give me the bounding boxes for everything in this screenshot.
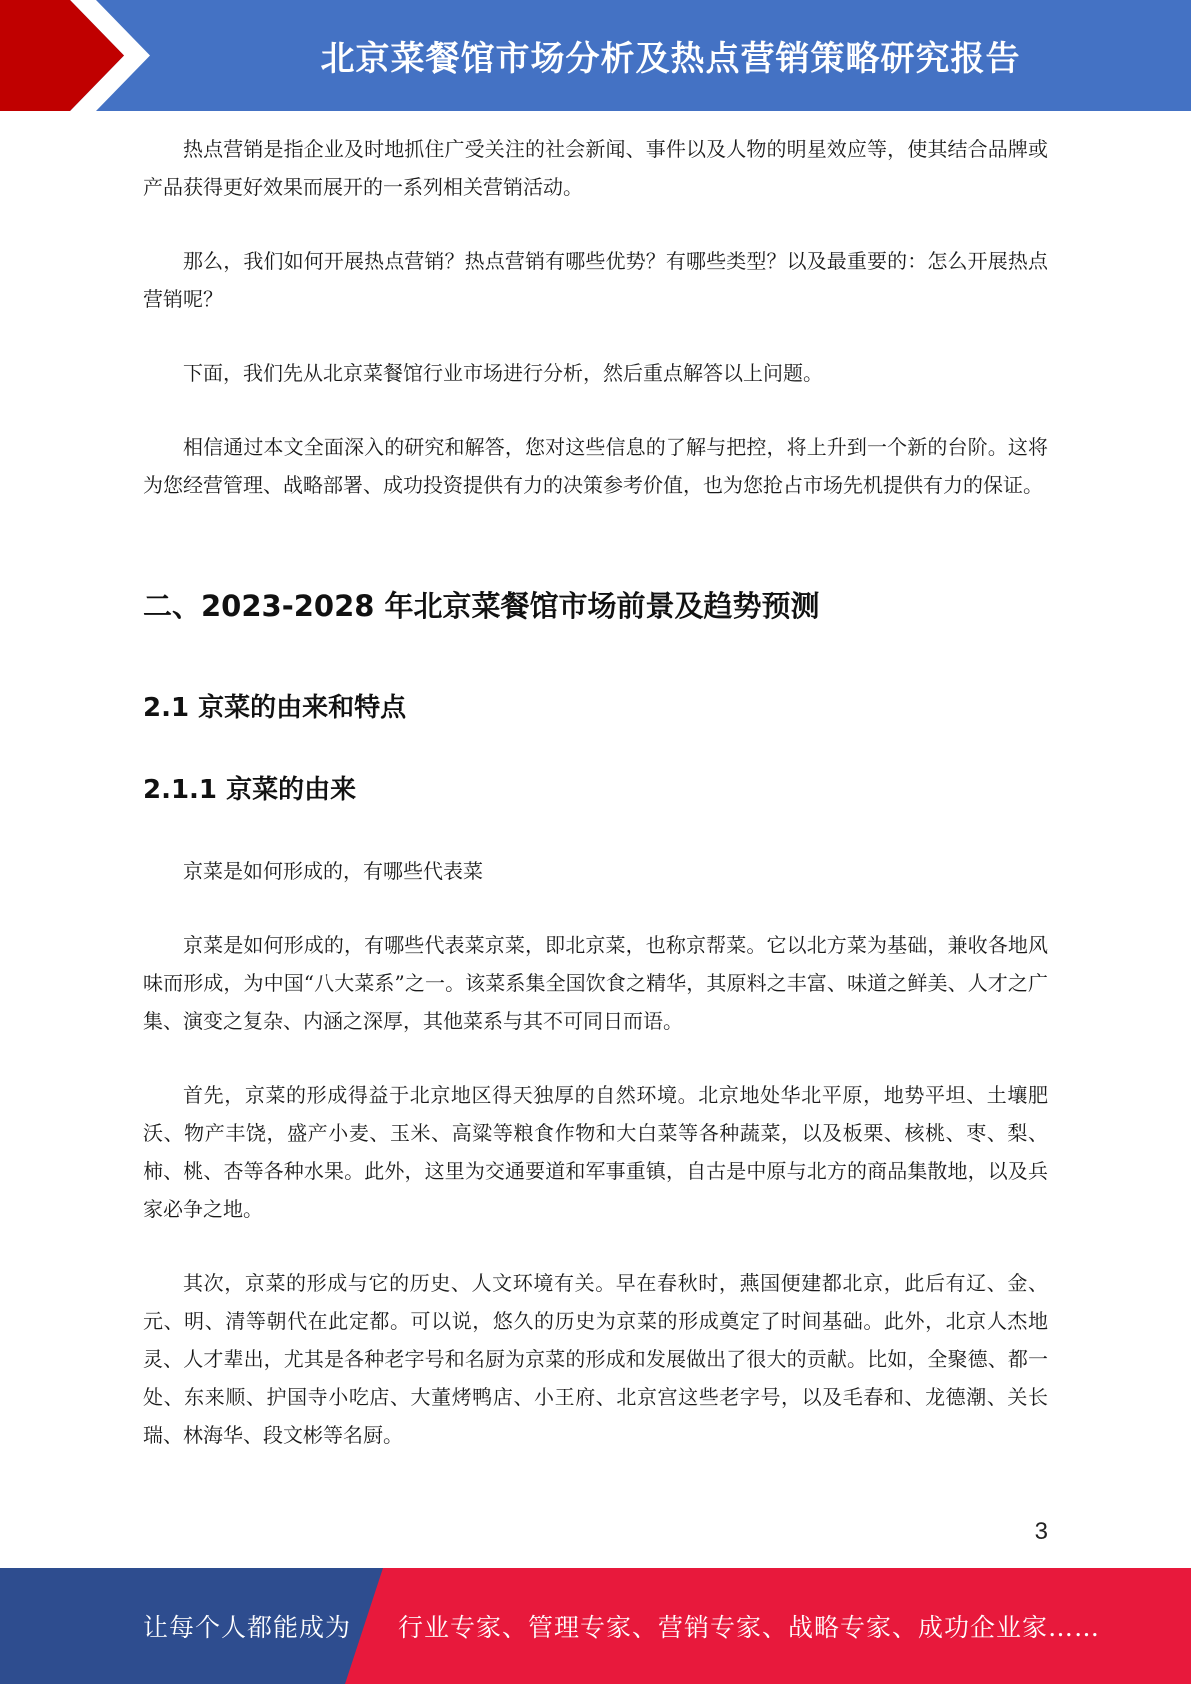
subsection-heading: 2.1 京菜的由来和特点: [143, 693, 407, 723]
intro-paragraph-2: 那么，我们如何开展热点营销？热点营销有哪些优势？有哪些类型？以及最重要的：怎么开展热点营销呢？: [143, 249, 1048, 311]
page-number: 3: [1034, 1518, 1048, 1545]
section-heading: 二、2023-2028 年北京菜餐馆市场前景及趋势预测: [143, 589, 820, 623]
document-title: 北京菜餐馆市场分析及热点营销策略研究报告: [320, 39, 1021, 79]
intro-paragraph-4: 相信通过本文全面深入的研究和解答，您对这些信息的了解与把控，将上升到一个新的台阶。这将为您经营管理、战略部署、成功投资提供有力的决策参考价值，也为您抢占市场先机提供有力的保证。: [143, 435, 1048, 497]
footer-banner: [0, 1568, 1191, 1684]
detail-paragraph-3: 首先，京菜的形成得益于北京地区得天独厚的自然环境。北京地处华北平原，地势平坦、土壤肥沃、物产丰饶，盛产小麦、玉米、高粱等粮食作物和大白菜等各种蔬菜，以及板栗、核桃、枣、梨、柿、桃、杏等各种水果。此外，这里为交通要道和军事重镇，自古是中原与北方的商品集散地，以及兵家必争之地。: [143, 1083, 1048, 1221]
footer-slogan-left: 让每个人都能成为: [143, 1613, 352, 1642]
intro-paragraph-3: 下面，我们先从北京菜餐馆行业市场进行分析，然后重点解答以上问题。: [183, 361, 823, 385]
page-content: [143, 130, 1048, 1454]
detail-paragraph-4: 其次，京菜的形成与它的历史、人文环境有关。早在春秋时，燕国便建都北京，此后有辽、金、元、明、清等朝代在此定都。可以说，悠久的历史为京菜的形成奠定了时间基础。此外，北京人杰地灵、人才辈出，尤其是各种老字号和名厨为京菜的形成和发展做出了很大的贡献。比如，全聚德、都一处、东来顺、护国寺小吃店、大董烤鸭店、小王府、北京宫这些老字号，以及毛春和、龙德潮、关长瑞、林海华、段文彬等名厨。: [143, 1271, 1048, 1447]
detail-paragraph-1: 京菜是如何形成的，有哪些代表菜: [183, 859, 483, 883]
intro-paragraph-1: 热点营销是指企业及时地抓住广受关注的社会新闻、事件以及人物的明星效应等，使其结合品牌或产品获得更好效果而展开的一系列相关营销活动。: [143, 137, 1048, 199]
footer-slogan-right: 行业专家、管理专家、营销专家、战略专家、成功企业家……: [398, 1613, 1101, 1642]
header-banner: [0, 0, 1191, 111]
detail-paragraph-2: 京菜是如何形成的，有哪些代表菜京菜，即北京菜，也称京帮菜。它以北方菜为基础，兼收各地风味而形成，为中国“八大菜系”之一。该菜系集全国饮食之精华，其原料之丰富、味道之鲜美、人才之广集、演变之复杂、内涵之深厚，其他菜系与其不可同日而语。: [143, 933, 1048, 1033]
subsubsection-heading: 2.1.1 京菜的由来: [143, 775, 357, 805]
